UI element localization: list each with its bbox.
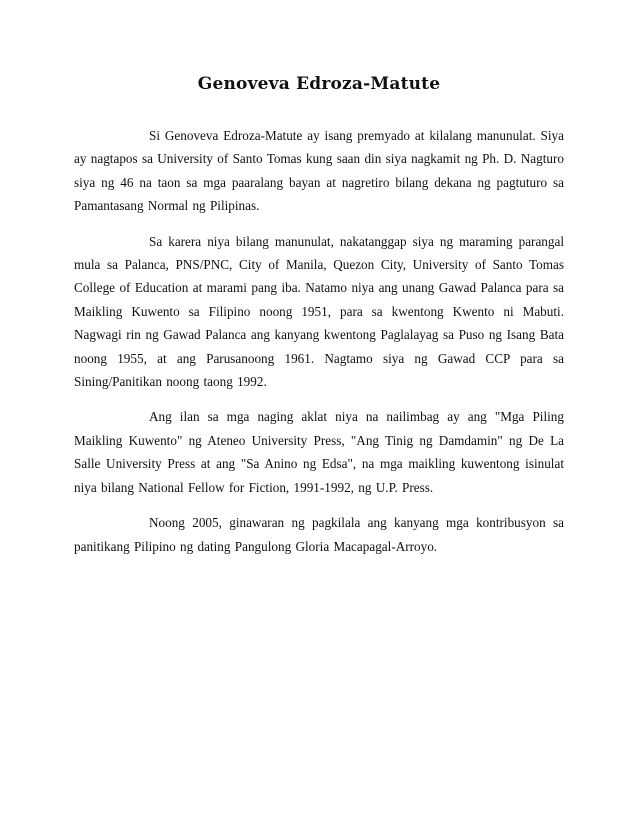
paragraph-recognition: Noong 2005, ginawaran ng pagkilala ang kanyang mga kontribusyon sa panitikang Pilipino ng dating Pangulong Gloria Macapagal-Arroyo. — [74, 515, 564, 554]
document-body — [74, 124, 564, 570]
paragraph-books: Ang ilan sa mga naging aklat niya na nailimbag ay ang "Mga Piling Maikling Kuwento" ng Ateneo University Press, "Ang Tinig ng Damdamin" ng De La Salle University Press at ang "Sa Anino ng Edsa", na mga maikling kuwentong isinulat niya bilang National Fellow for Fiction, 1991-1992, ng U.P. Press. — [74, 409, 564, 495]
paragraph-intro: Si Genoveva Edroza-Matute ay isang premyado at kilalang manunulat. Siya ay nagtapos sa University of Santo Tomas kung saan din siya nagkamit ng Ph. D. Nagturo siya ng 46 na taon sa mga paaralang bayan at nagretiro bilang dekana ng pagtuturo sa Pamantasang Normal ng Pilipinas. — [74, 128, 564, 214]
paragraph-awards: Sa karera niya bilang manunulat, nakatanggap siya ng maraming parangal mula sa Palanca, PNS/PNC, City of Manila, Quezon City, University of Santo Tomas College of Education at marami pang iba. Natamo niya ang unang Gawad Palanca para sa Maikling Kuwento sa Filipino noong 1951, para sa kwentong Kwento ni Mabuti. Nagwagi rin ng Gawad Palanca ang kanyang kwentong Paglalayag sa Puso ng Isang Bata noong 1955, at ang Parusanoong 1961. Nagtamo siya ng Gawad CCP para sa Sining/Panitikan noong taong 1992. — [74, 233, 564, 390]
document-title: Genoveva Edroza-Matute — [197, 74, 441, 94]
